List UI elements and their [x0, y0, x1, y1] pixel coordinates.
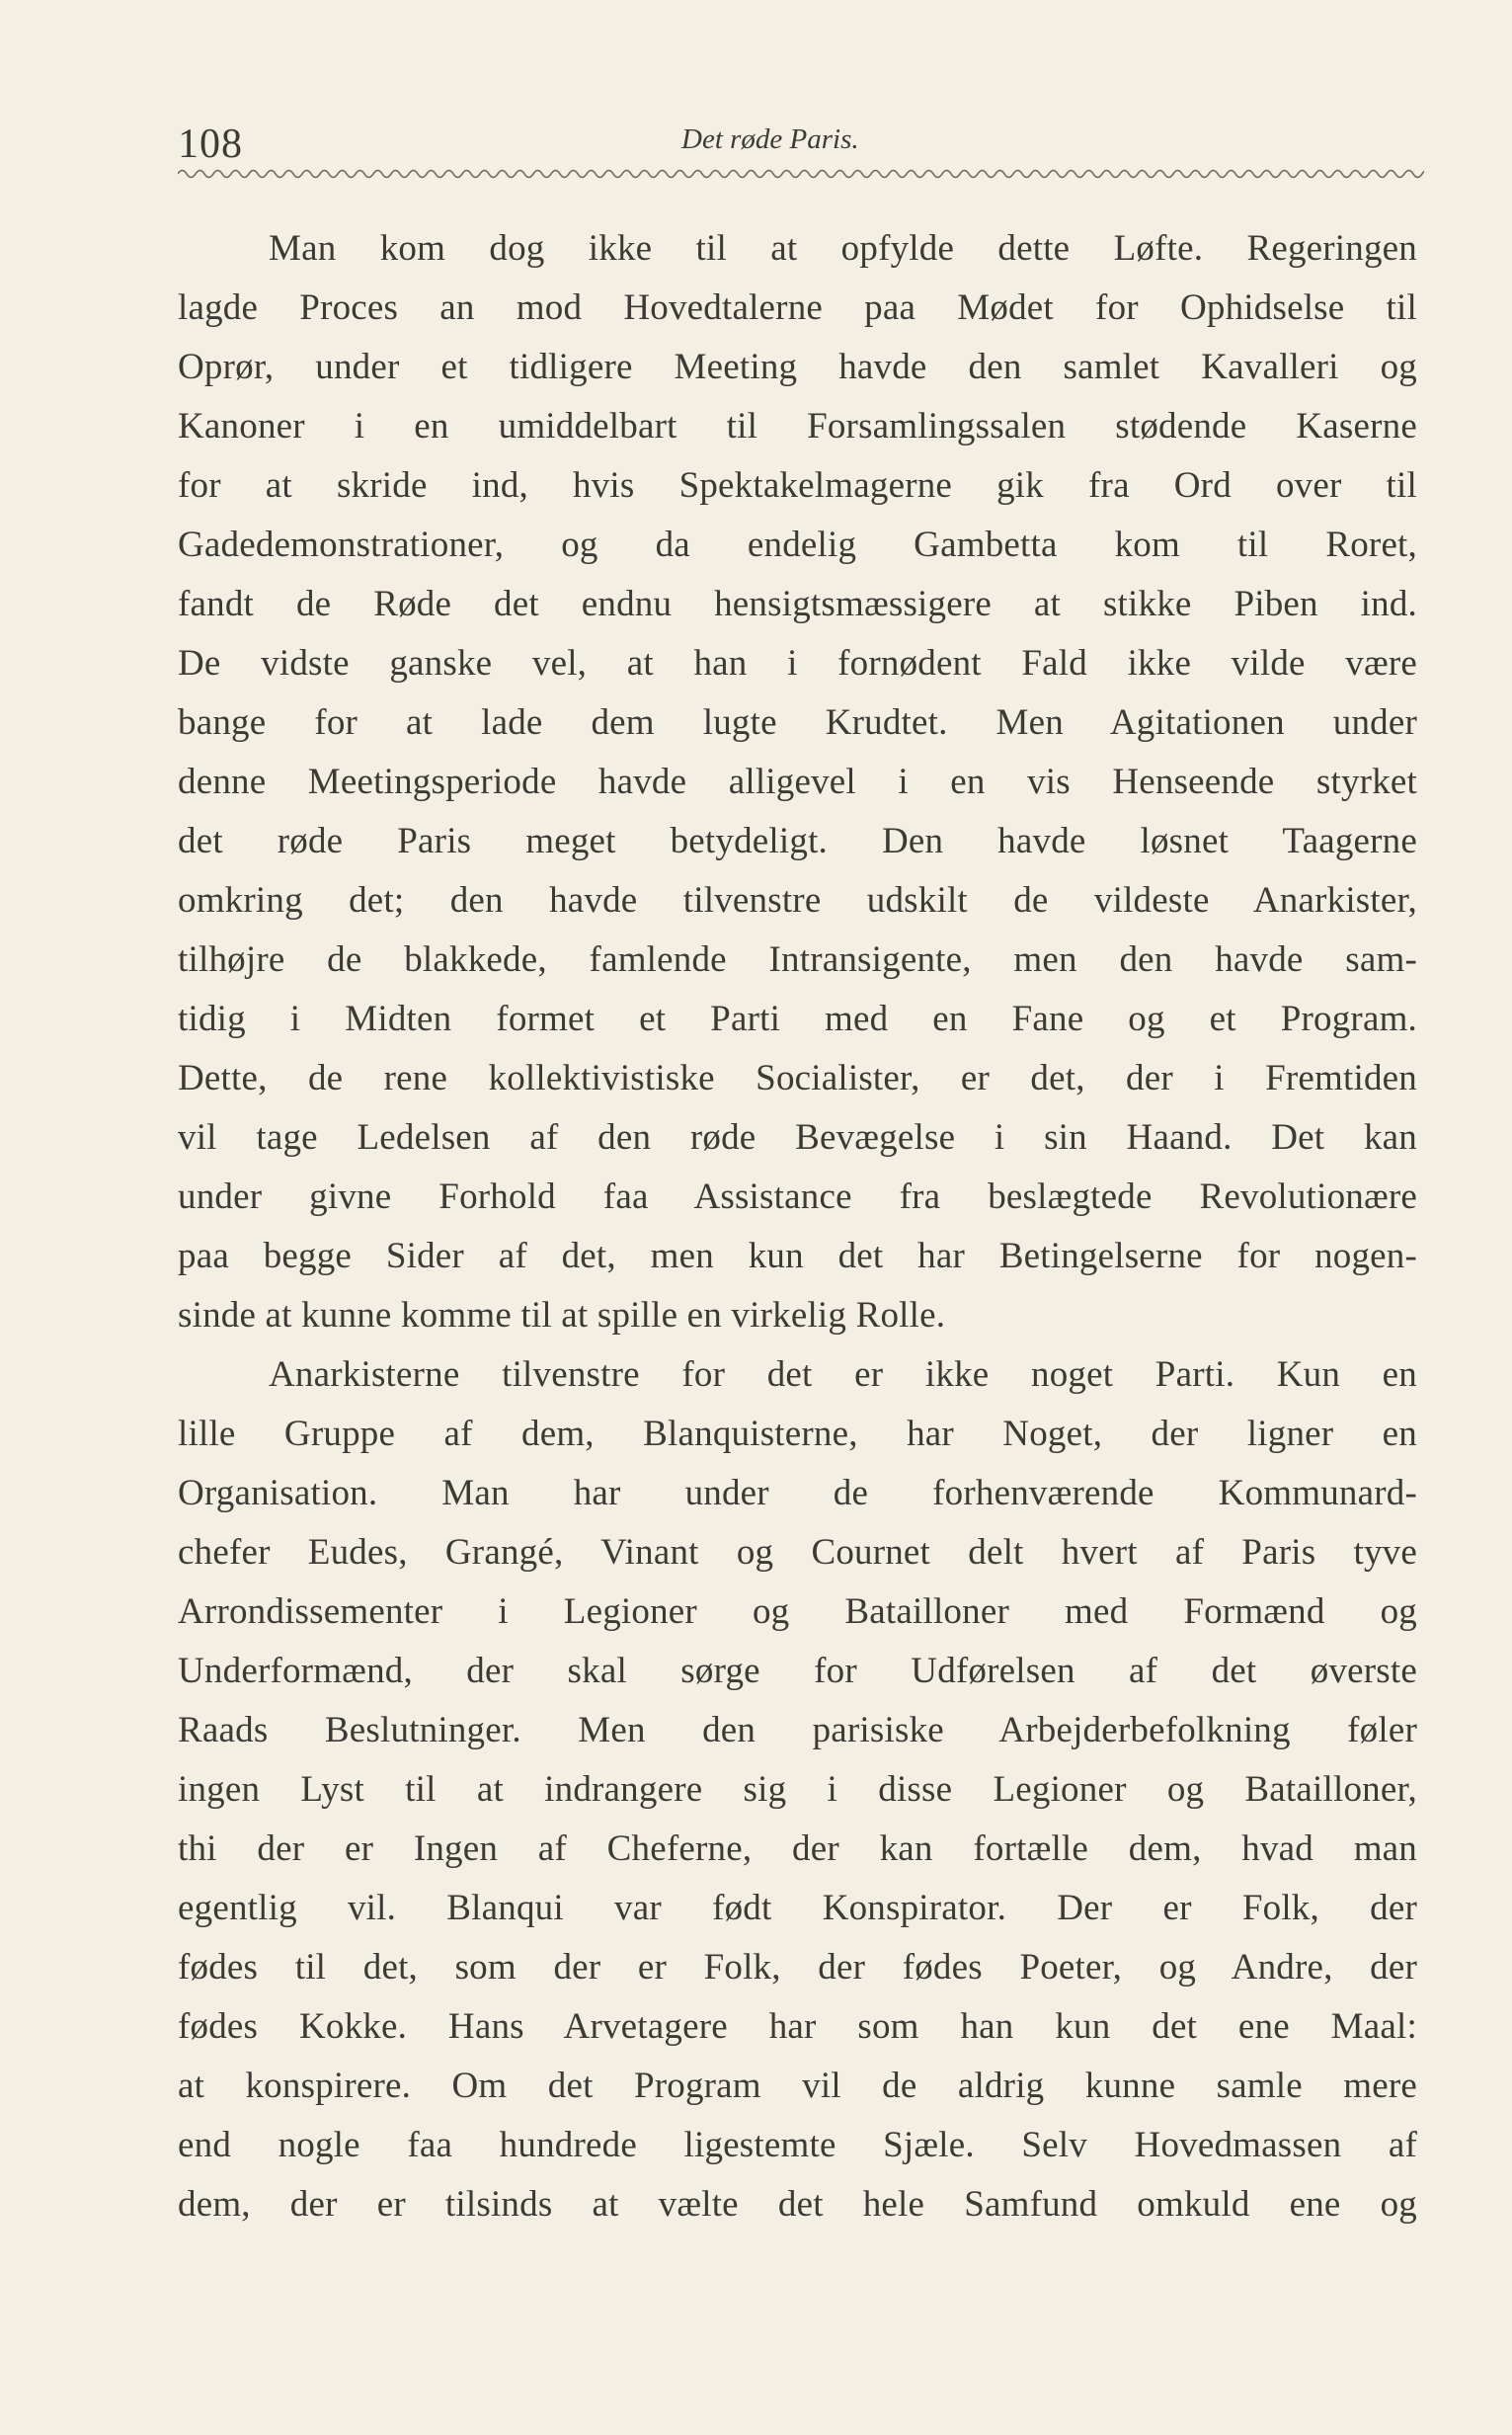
text-line: Kanoner i en umiddelbart til Forsamlingssalen stødende Kaserne	[178, 406, 1417, 446]
text-line: fødes til det, som der er Folk, der fødes Poeter, og Andre, der	[178, 1947, 1417, 1988]
text-line: Organisation. Man har under de forhenværende Kommunard-	[178, 1473, 1417, 1513]
text-line: det røde Paris meget betydeligt. Den havde løsnet Taagerne	[178, 821, 1417, 861]
text-line: vil tage Ledelsen af den røde Bevægelse i sin Haand. Det kan	[178, 1117, 1417, 1158]
text-line: Man kom dog ikke til at opfylde dette Løfte. Regeringen	[269, 228, 1417, 269]
text-line: bange for at lade dem lugte Krudtet. Men Agitationen under	[178, 702, 1417, 743]
text-line: dem, der er tilsinds at vælte det hele Samfund omkuld ene og	[178, 2184, 1417, 2225]
text-line: Arrondissementer i Legioner og Batailloner med Formænd og	[178, 1591, 1417, 1632]
text-line: fødes Kokke. Hans Arvetagere har som han kun det ene Maal:	[178, 2006, 1417, 2047]
text-line: denne Meetingsperiode havde alligevel i en vis Henseende styrket	[178, 762, 1417, 802]
running-title: Det røde Paris.	[681, 123, 859, 155]
text-line: at konspirere. Om det Program vil de aldrig kunne samle mere	[178, 2066, 1417, 2106]
text-line: omkring det; den havde tilvenstre udskilt de vildeste Anarkister,	[178, 880, 1417, 921]
text-line: Anarkisterne tilvenstre for det er ikke noget Parti. Kun en	[269, 1354, 1417, 1395]
text-line: Oprør, under et tidligere Meeting havde den samlet Kavalleri og	[178, 347, 1417, 387]
text-line: Dette, de rene kollektivistiske Socialister, er det, der i Fremtiden	[178, 1058, 1417, 1098]
text-line: tidig i Midten formet et Parti med en Fane og et Program.	[178, 999, 1417, 1039]
body-text	[178, 219, 1417, 2234]
header-ornament-rule	[178, 166, 1424, 182]
text-line: Gadedemonstrationer, og da endelig Gambetta kom til Roret,	[178, 525, 1417, 565]
text-line: fandt de Røde det endnu hensigtsmæssigere at stikke Piben ind.	[178, 584, 1417, 624]
text-line: lagde Proces an mod Hovedtalerne paa Mødet for Ophidselse til	[178, 287, 1417, 328]
text-line: lille Gruppe af dem, Blanquisterne, har Noget, der ligner en	[178, 1414, 1417, 1454]
text-line: tilhøjre de blakkede, famlende Intransigente, men den havde sam-	[178, 939, 1417, 980]
text-line: Raads Beslutninger. Men den parisiske Arbejderbefolkning føler	[178, 1710, 1417, 1750]
text-line: under givne Forhold faa Assistance fra beslægtede Revolutionære	[178, 1177, 1417, 1217]
text-line: thi der er Ingen af Cheferne, der kan fortælle dem, hvad man	[178, 1828, 1417, 1869]
text-line: sinde at kunne komme til at spille en virkelig Rolle.	[178, 1295, 946, 1336]
text-line: chefer Eudes, Grangé, Vinant og Cournet delt hvert af Paris tyve	[178, 1532, 1417, 1573]
page-number: 108	[178, 122, 243, 167]
text-line: De vidste ganske vel, at han i fornødent Fald ikke vilde være	[178, 643, 1417, 684]
text-line: Underformænd, der skal sørge for Udførelsen af det øverste	[178, 1651, 1417, 1691]
text-line: egentlig vil. Blanqui var født Konspirator. Der er Folk, der	[178, 1888, 1417, 1928]
text-line: ingen Lyst til at indrangere sig i disse Legioner og Batailloner,	[178, 1769, 1417, 1810]
text-line: for at skride ind, hvis Spektakelmagerne gik fra Ord over til	[178, 465, 1417, 506]
page-header	[178, 111, 1424, 170]
text-line: paa begge Sider af det, men kun det har Betingelserne for nogen-	[178, 1236, 1417, 1276]
text-line: end nogle faa hundrede ligestemte Sjæle. Selv Hovedmassen af	[178, 2125, 1417, 2165]
